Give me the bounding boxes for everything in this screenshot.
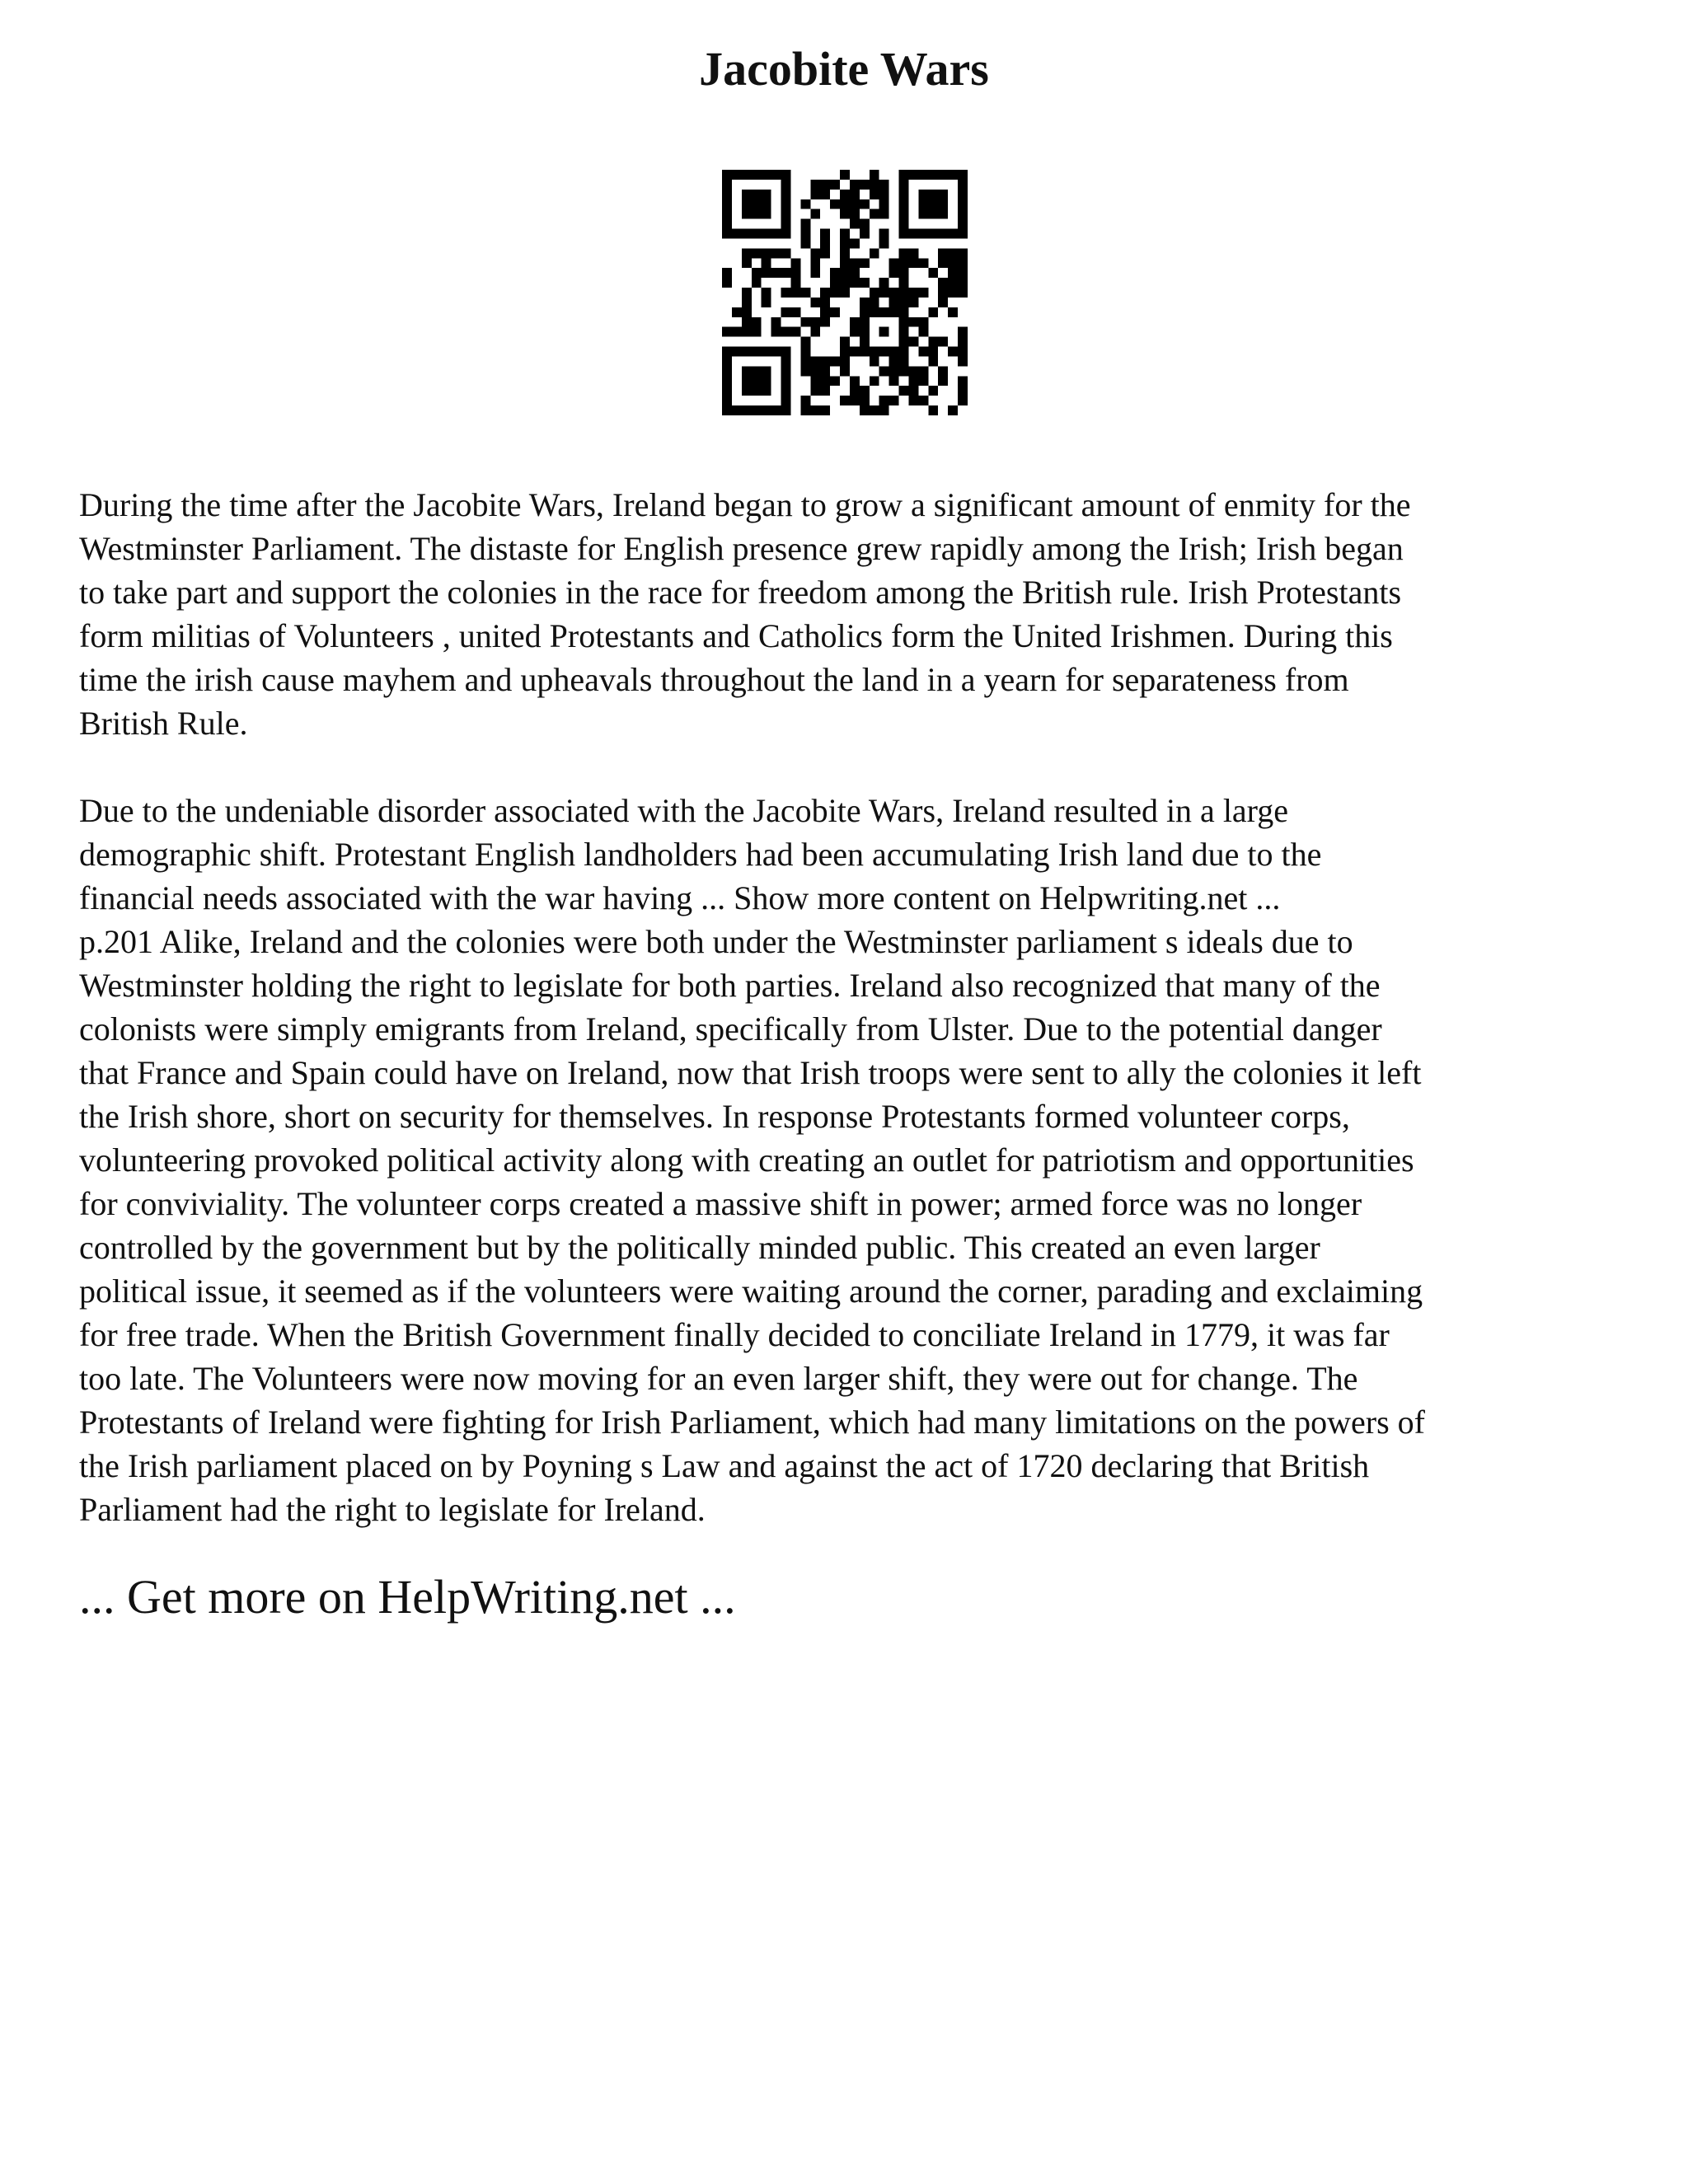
get-more-link[interactable]: ... Get more on HelpWriting.net ... bbox=[79, 1570, 736, 1624]
paragraph-intro: During the time after the Jacobite Wars, Ireland began to grow a significant amount of enmity for the Westminster Parliament. The distaste for English presence grew rapidly among the Irish; Irish began to take part and support the colonies in the race for freedom among the British rule. Irish Protestants form militias of Volunteers , united Protestants and Catholics form the United Irishmen. During this time the irish cause mayhem and upheavals throughout the land in a yearn for separateness from British Rule. bbox=[79, 486, 1411, 742]
qr-code-icon[interactable] bbox=[722, 170, 968, 415]
article-body bbox=[79, 483, 1629, 1629]
qr-code-graphic bbox=[722, 170, 968, 415]
page-title: Jacobite Wars bbox=[699, 42, 989, 96]
paragraph-main: Due to the undeniable disorder associated with the Jacobite Wars, Ireland resulted in a large demographic shift. Protestant English landholders had been accumulating Irish land due to the financial needs associated with the war having ... Show more content on Helpwriting.net ... p.201 Alike, Ireland and the colonies were both under the Westminster parliament s ideals due to Westminster holding the right to legislate for both parties. Ireland also recognized that many of the colonists were simply emigrants from Ireland, specifically from Ulster. Due to the potential danger that France and Spain could have on Ireland, now that Irish troops were sent to ally the colonies it left the Irish shore, short on security for themselves. In response Protestants formed volunteer corps, volunteering provoked political activity along with creating an outlet for patriotism and opportunities for conviviality. The volunteer corps created a massive shift in power; armed force was no longer controlled by the government but by the politically minded public. This created an even larger political issue, it seemed as if the volunteers were waiting around the corner, parading and exclaiming for free trade. When the British Government finally decided to conciliate Ireland in 1779, it was far too late. The Volunteers were now moving for an even larger shift, they were out for change. The Protestants of Ireland were fighting for Irish Parliament, which had many limitations on the powers of the Irish parliament placed on by Poyning s Law and against the act of 1720 declaring that British Parliament had the right to legislate for Ireland. bbox=[79, 792, 1425, 1528]
